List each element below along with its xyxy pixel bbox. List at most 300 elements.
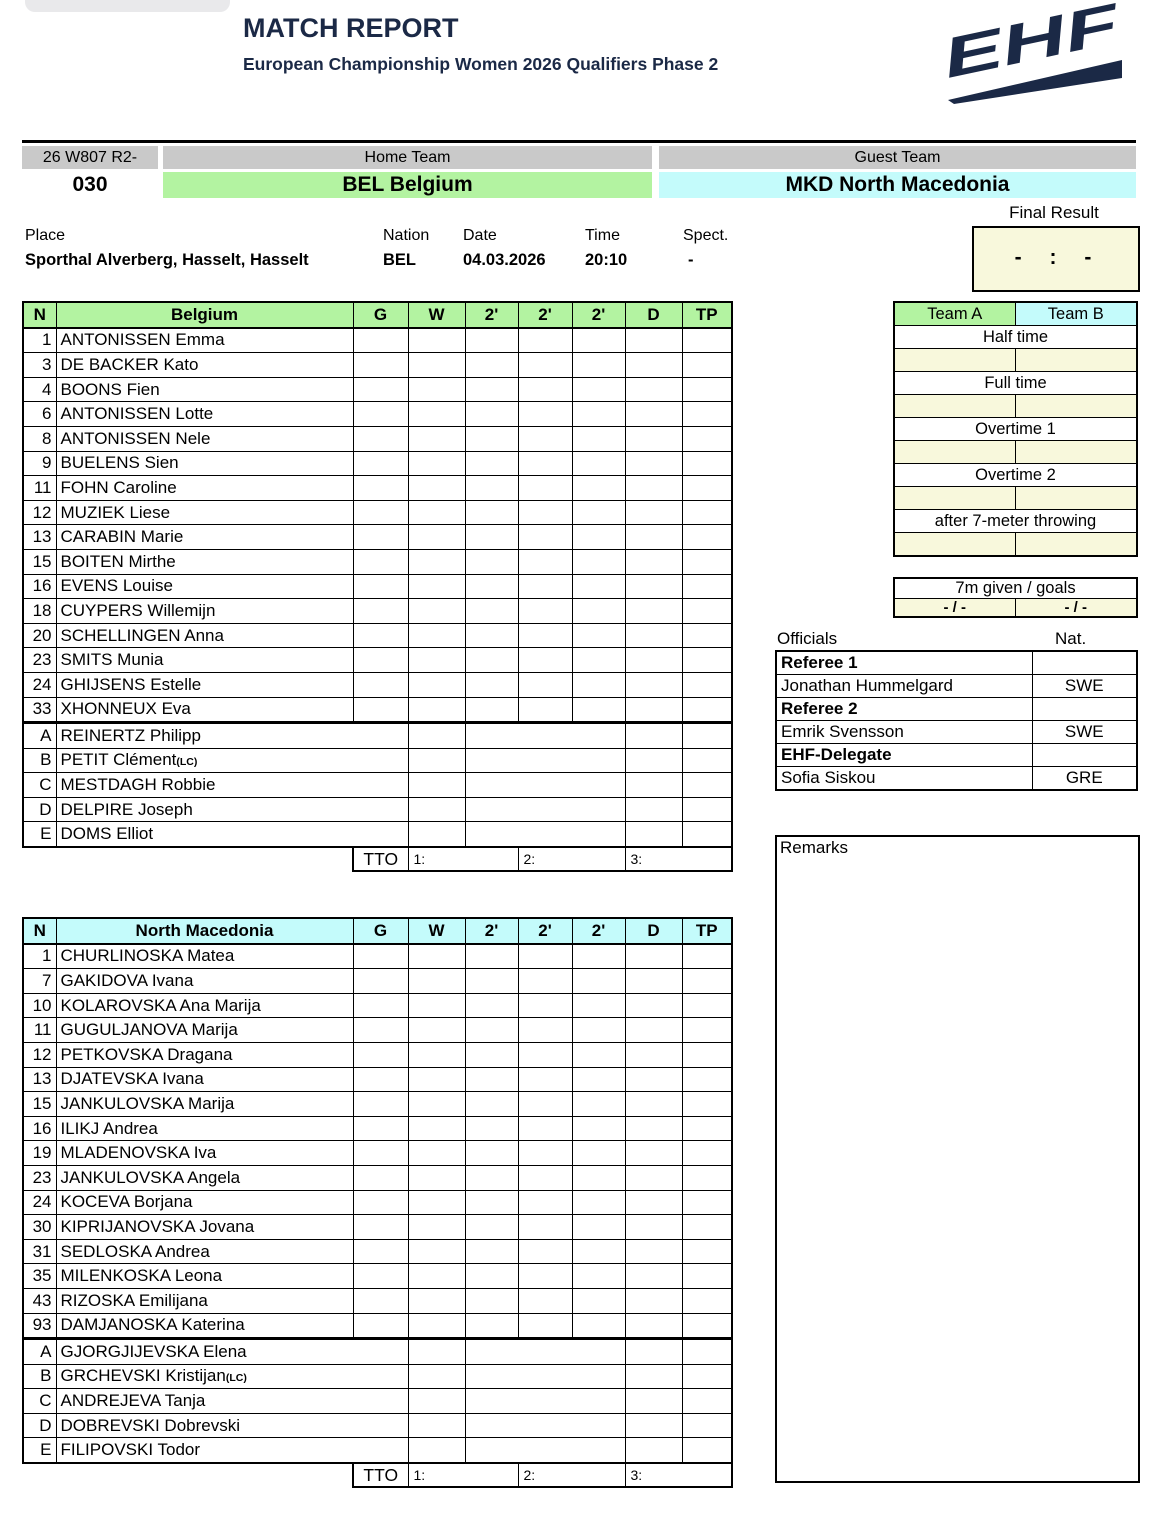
official-nat: SWE: [1032, 675, 1137, 698]
stat-cell: [353, 377, 408, 402]
stat-cell: [625, 623, 682, 648]
officials-label: Officials: [777, 629, 838, 648]
stat-cell: [408, 1389, 465, 1414]
official-letter: A: [23, 1339, 56, 1365]
score-section-value-row: [894, 533, 1137, 557]
team-official-name: GRCHEVSKI Kristijan(LC): [56, 1364, 408, 1389]
stat-cell: [625, 1042, 682, 1067]
score-value-team-a: [894, 533, 1015, 557]
player-number: 31: [23, 1239, 56, 1264]
stat-cell: [465, 500, 518, 525]
stat-cell: [465, 1438, 625, 1463]
stat-cell: [408, 969, 465, 994]
col-header-n: N: [23, 302, 56, 328]
stat-cell: [465, 1116, 518, 1141]
spect-label: Spect.: [683, 227, 729, 244]
player-name: GHIJSENS Estelle: [56, 672, 353, 697]
stat-cell: [408, 1141, 465, 1166]
player-name: PETKOVSKA Dragana: [56, 1042, 353, 1067]
stat-cell: [465, 353, 518, 378]
nation-value: BEL: [383, 251, 416, 269]
tto-slot: 1:: [408, 847, 518, 871]
stat-cell: [408, 822, 465, 847]
player-name: DE BACKER Kato: [56, 353, 353, 378]
stat-cell: [682, 599, 732, 624]
player-number: 18: [23, 599, 56, 624]
player-row: [23, 1264, 732, 1289]
player-number: 33: [23, 697, 56, 723]
tto-row: [353, 847, 732, 871]
stat-cell: [572, 574, 625, 599]
stat-cell: [518, 1165, 572, 1190]
team-official-row: [23, 1339, 732, 1365]
player-name: FOHN Caroline: [56, 476, 353, 501]
tto-table-belgium: [352, 846, 733, 872]
stat-cell: [518, 402, 572, 427]
stat-cell: [353, 451, 408, 476]
player-name: ANTONISSEN Emma: [56, 328, 353, 353]
player-row: [23, 1313, 732, 1339]
score-section-label-row: [894, 372, 1137, 395]
team-official-row: [23, 1438, 732, 1463]
official-role-row: [776, 698, 1137, 721]
stat-cell: [625, 822, 682, 847]
stat-cell: [572, 993, 625, 1018]
player-row: [23, 1018, 732, 1043]
score-value-team-b: [1015, 441, 1137, 464]
stat-cell: [625, 773, 682, 798]
official-letter: A: [23, 723, 56, 749]
stat-cell: [518, 672, 572, 697]
stat-cell: [465, 773, 625, 798]
player-name: MUZIEK Liese: [56, 500, 353, 525]
stat-cell: [682, 1018, 732, 1043]
col-header-stat: 2': [465, 302, 518, 328]
officials-table: [775, 650, 1138, 791]
player-name: EVENS Louise: [56, 574, 353, 599]
stat-cell: [465, 599, 518, 624]
tto-table-north-macedonia: [352, 1462, 733, 1488]
stat-cell: [408, 1215, 465, 1240]
player-number: 43: [23, 1288, 56, 1313]
stat-cell: [465, 697, 518, 723]
stat-cell: [682, 1141, 732, 1166]
stat-cell: [682, 723, 732, 749]
stat-cell: [625, 500, 682, 525]
player-row: [23, 599, 732, 624]
stat-cell: [465, 1389, 625, 1414]
stat-cell: [408, 1313, 465, 1339]
team-official-name: PETIT Clément(LC): [56, 748, 408, 773]
player-name: BUELENS Sien: [56, 451, 353, 476]
place-value: Sporthal Alverberg, Hasselt, Hasselt: [25, 251, 309, 269]
score-section-label: after 7-meter throwing: [894, 510, 1137, 533]
stat-cell: [518, 426, 572, 451]
player-number: 30: [23, 1215, 56, 1240]
stat-cell: [625, 723, 682, 749]
stat-cell: [682, 1364, 732, 1389]
stat-cell: [465, 1067, 518, 1092]
stat-cell: [572, 648, 625, 673]
official-name: Sofia Siskou: [776, 767, 1032, 791]
stat-cell: [572, 451, 625, 476]
col-header-stat: TP: [682, 302, 732, 328]
stat-cell: [465, 648, 518, 673]
score-value-team-b: [1015, 395, 1137, 418]
player-number: 15: [23, 549, 56, 574]
stat-cell: [625, 1364, 682, 1389]
player-number: 16: [23, 1116, 56, 1141]
score-section-label: Overtime 1: [894, 418, 1137, 441]
stat-cell: [682, 402, 732, 427]
player-row: [23, 353, 732, 378]
stat-cell: [465, 1141, 518, 1166]
player-row: [23, 1165, 732, 1190]
team-official-name: MESTDAGH Robbie: [56, 773, 408, 798]
official-letter: E: [23, 1438, 56, 1463]
player-name: KOCEVA Borjana: [56, 1190, 353, 1215]
stat-cell: [465, 969, 518, 994]
stat-cell: [572, 1067, 625, 1092]
stat-cell: [408, 525, 465, 550]
player-row: [23, 549, 732, 574]
score-value-team-a: [894, 395, 1015, 418]
guest-team-label: Guest Team: [659, 146, 1136, 169]
player-name: GUGULJANOVA Marija: [56, 1018, 353, 1043]
stat-cell: [682, 426, 732, 451]
score-value-team-b: [1015, 349, 1137, 372]
col-header-stat: D: [625, 302, 682, 328]
stat-cell: [682, 1413, 732, 1438]
stat-cell: [682, 944, 732, 969]
stat-cell: [518, 353, 572, 378]
stat-cell: [353, 969, 408, 994]
stat-cell: [518, 1215, 572, 1240]
stat-cell: [518, 1067, 572, 1092]
player-number: 10: [23, 993, 56, 1018]
stat-cell: [572, 377, 625, 402]
player-row: [23, 451, 732, 476]
player-name: CARABIN Marie: [56, 525, 353, 550]
stat-cell: [625, 1067, 682, 1092]
score-section-value-row: [894, 349, 1137, 372]
team-official-row: [23, 773, 732, 798]
score-section-label-row: [894, 326, 1137, 349]
license-suffix: (LC): [225, 1372, 247, 1385]
player-number: 35: [23, 1264, 56, 1289]
player-row: [23, 993, 732, 1018]
remarks-box: [775, 835, 1140, 1483]
stat-cell: [625, 1438, 682, 1463]
stat-cell: [465, 476, 518, 501]
player-row: [23, 697, 732, 723]
stat-cell: [572, 1264, 625, 1289]
stat-cell: [682, 328, 732, 353]
score-section-label: Half time: [894, 326, 1137, 349]
stat-cell: [408, 748, 465, 773]
stat-cell: [408, 797, 465, 822]
stat-cell: [572, 1018, 625, 1043]
stat-cell: [518, 1239, 572, 1264]
page-subtitle: European Championship Women 2026 Qualifiers Phase 2: [243, 54, 719, 74]
stat-cell: [682, 1264, 732, 1289]
stat-cell: [465, 623, 518, 648]
stat-cell: [625, 426, 682, 451]
player-row: [23, 574, 732, 599]
official-name-row: [776, 767, 1137, 791]
player-row: [23, 648, 732, 673]
player-row: [23, 672, 732, 697]
player-name: BOITEN Mirthe: [56, 549, 353, 574]
stat-cell: [625, 797, 682, 822]
player-number: 1: [23, 944, 56, 969]
stat-cell: [518, 1042, 572, 1067]
official-letter: E: [23, 822, 56, 847]
nation-label: Nation: [383, 227, 430, 244]
score-box-header: [894, 302, 1137, 326]
stat-cell: [682, 1438, 732, 1463]
stat-cell: [465, 328, 518, 353]
stat-cell: [465, 402, 518, 427]
time-value: 20:10: [585, 251, 628, 269]
stat-cell: [353, 549, 408, 574]
score-section-value-row: [894, 395, 1137, 418]
official-nat: SWE: [1032, 721, 1137, 744]
stat-cell: [572, 1313, 625, 1339]
seven-meter-team-a: - / -: [894, 599, 1015, 618]
place-label: Place: [25, 227, 66, 244]
roster-team-name: North Macedonia: [56, 918, 353, 944]
guest-team-cell: MKD North Macedonia: [659, 172, 1136, 198]
stat-cell: [682, 1190, 732, 1215]
col-header-stat: 2': [518, 918, 572, 944]
col-header-stat: TP: [682, 918, 732, 944]
official-letter: C: [23, 1389, 56, 1414]
official-name-row: [776, 721, 1137, 744]
stat-cell: [408, 944, 465, 969]
player-row: [23, 426, 732, 451]
spect-value: -: [688, 251, 694, 269]
official-letter: B: [23, 748, 56, 773]
stat-cell: [572, 697, 625, 723]
home-team-label: Home Team: [163, 146, 652, 169]
stat-cell: [408, 1438, 465, 1463]
stat-cell: [572, 500, 625, 525]
team-official-row: [23, 1413, 732, 1438]
stat-cell: [465, 723, 625, 749]
stat-cell: [408, 1165, 465, 1190]
stat-cell: [572, 599, 625, 624]
home-roster-section: [22, 301, 731, 872]
stat-cell: [682, 969, 732, 994]
tto-row: [353, 1463, 732, 1487]
nationality-label: Nat.: [1055, 629, 1087, 648]
stat-cell: [465, 451, 518, 476]
roster-header-row: [23, 302, 732, 328]
stat-cell: [518, 476, 572, 501]
team-official-name: REINERTZ Philipp: [56, 723, 408, 749]
col-header-stat: G: [353, 918, 408, 944]
stat-cell: [518, 1116, 572, 1141]
stat-cell: [353, 402, 408, 427]
player-number: 19: [23, 1141, 56, 1166]
stat-cell: [572, 402, 625, 427]
stat-cell: [625, 599, 682, 624]
col-header-n: N: [23, 918, 56, 944]
stat-cell: [625, 476, 682, 501]
stat-cell: [408, 1067, 465, 1092]
player-row: [23, 402, 732, 427]
team-official-name: DOBREVSKI Dobrevski: [56, 1413, 408, 1438]
stat-cell: [465, 1215, 518, 1240]
stat-cell: [625, 969, 682, 994]
stat-cell: [682, 993, 732, 1018]
stat-cell: [353, 672, 408, 697]
official-role: Referee 1: [776, 651, 1032, 675]
stat-cell: [408, 672, 465, 697]
official-role-row: [776, 651, 1137, 675]
stat-cell: [682, 623, 732, 648]
stat-cell: [353, 1067, 408, 1092]
stat-cell: [682, 1215, 732, 1240]
stat-cell: [518, 1092, 572, 1117]
stat-cell: [408, 1288, 465, 1313]
stat-cell: [682, 1389, 732, 1414]
player-row: [23, 1067, 732, 1092]
ehf-logo-text: EHF: [937, 4, 1060, 90]
stat-cell: [572, 1116, 625, 1141]
player-name: CUYPERS Willemijn: [56, 599, 353, 624]
score-section-value-row: [894, 441, 1137, 464]
stat-cell: [682, 476, 732, 501]
player-row: [23, 1141, 732, 1166]
stat-cell: [682, 500, 732, 525]
official-role-nat: [1032, 698, 1137, 721]
player-row: [23, 623, 732, 648]
col-header-stat: D: [625, 918, 682, 944]
stat-cell: [353, 426, 408, 451]
stat-cell: [682, 672, 732, 697]
stat-cell: [682, 822, 732, 847]
stat-cell: [353, 623, 408, 648]
stat-cell: [518, 525, 572, 550]
stat-cell: [408, 451, 465, 476]
stat-cell: [465, 1042, 518, 1067]
player-name: RIZOSKA Emilijana: [56, 1288, 353, 1313]
player-name: DAMJANOSKA Katerina: [56, 1313, 353, 1339]
team-official-name: DOMS Elliot: [56, 822, 408, 847]
stat-cell: [408, 697, 465, 723]
stat-cell: [353, 1141, 408, 1166]
col-header-stat: 2': [465, 918, 518, 944]
player-name: KIPRIJANOVSKA Jovana: [56, 1215, 353, 1240]
stat-cell: [353, 1116, 408, 1141]
player-row: [23, 1215, 732, 1240]
score-value-team-b: [1015, 533, 1137, 557]
col-header-stat: 2': [572, 918, 625, 944]
stat-cell: [353, 353, 408, 378]
license-suffix: (LC): [176, 756, 198, 769]
stat-cell: [408, 1190, 465, 1215]
stat-cell: [465, 822, 625, 847]
stat-cell: [625, 1339, 682, 1365]
stat-cell: [408, 426, 465, 451]
player-name: JANKULOVSKA Angela: [56, 1165, 353, 1190]
stat-cell: [465, 525, 518, 550]
stat-cell: [625, 648, 682, 673]
stat-cell: [408, 574, 465, 599]
score-value-team-a: [894, 487, 1015, 510]
roster-table-belgium: [22, 301, 733, 848]
stat-cell: [682, 1042, 732, 1067]
match-code-bottom: 030: [22, 172, 158, 198]
player-number: 93: [23, 1313, 56, 1339]
col-header-stat: W: [408, 302, 465, 328]
stat-cell: [353, 1313, 408, 1339]
stat-cell: [408, 1239, 465, 1264]
official-letter: C: [23, 773, 56, 798]
stat-cell: [465, 377, 518, 402]
stat-cell: [625, 1264, 682, 1289]
stat-cell: [572, 969, 625, 994]
stat-cell: [408, 402, 465, 427]
stat-cell: [682, 773, 732, 798]
seven-meter-label: 7m given / goals: [894, 578, 1137, 599]
tto-slot: 2:: [518, 1463, 625, 1487]
stat-cell: [465, 1264, 518, 1289]
stat-cell: [682, 648, 732, 673]
stat-cell: [572, 476, 625, 501]
player-name: SMITS Munia: [56, 648, 353, 673]
player-number: 23: [23, 1165, 56, 1190]
stat-cell: [625, 697, 682, 723]
stat-cell: [572, 328, 625, 353]
stat-cell: [353, 1190, 408, 1215]
stat-cell: [353, 500, 408, 525]
score-value-team-a: [894, 441, 1015, 464]
page-title: MATCH REPORT: [243, 13, 459, 43]
stat-cell: [572, 1215, 625, 1240]
player-row: [23, 1116, 732, 1141]
player-number: 3: [23, 353, 56, 378]
player-number: 23: [23, 648, 56, 673]
stat-cell: [682, 574, 732, 599]
home-team-cell: BEL Belgium: [163, 172, 652, 198]
official-letter: B: [23, 1364, 56, 1389]
remarks-label: Remarks: [780, 838, 849, 857]
player-row: [23, 500, 732, 525]
official-letter: D: [23, 1413, 56, 1438]
stat-cell: [625, 993, 682, 1018]
stat-cell: [518, 377, 572, 402]
stat-cell: [408, 773, 465, 798]
stat-cell: [408, 549, 465, 574]
stat-cell: [408, 623, 465, 648]
stat-cell: [625, 1389, 682, 1414]
stat-cell: [682, 1165, 732, 1190]
score-box-table: [893, 301, 1138, 557]
stat-cell: [682, 451, 732, 476]
stat-cell: [625, 748, 682, 773]
stat-cell: [353, 1215, 408, 1240]
stat-cell: [465, 797, 625, 822]
official-role-nat: [1032, 651, 1137, 675]
stat-cell: [353, 1018, 408, 1043]
stat-cell: [518, 623, 572, 648]
stat-cell: [518, 1018, 572, 1043]
stat-cell: [408, 353, 465, 378]
stat-cell: [625, 1141, 682, 1166]
